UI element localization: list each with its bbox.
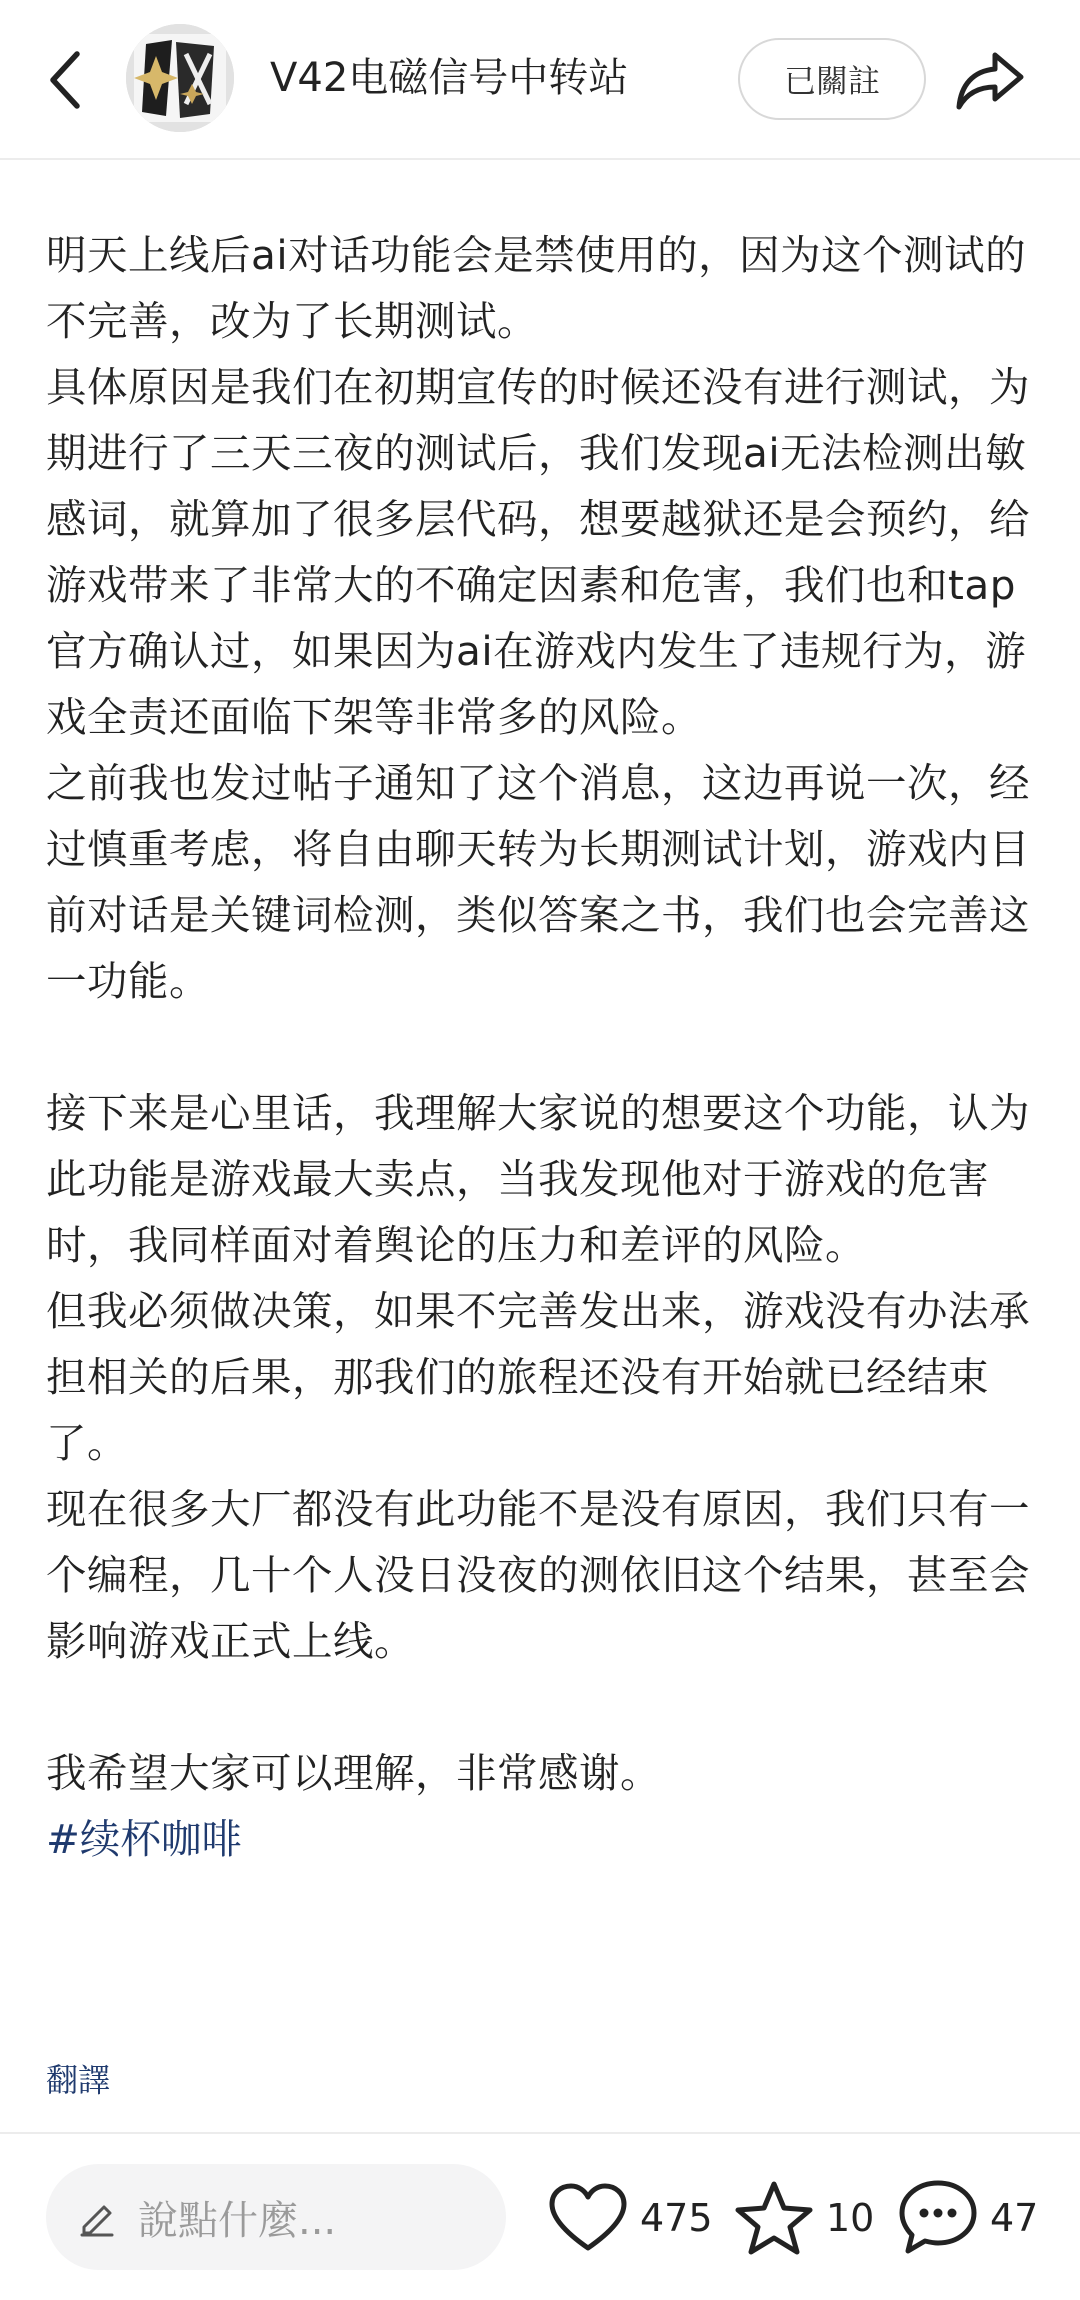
comment-count: 47	[990, 2196, 1039, 2240]
comment-input[interactable]	[46, 2164, 506, 2270]
paragraph-spacer	[46, 1674, 1036, 1740]
post-paragraph: 但我必须做决策，如果不完善发出来，游戏没有办法承担相关的后果，那我们的旅程还没有开始就已经结束了。	[46, 1287, 1030, 1467]
channel-name[interactable]: V42电磁信号中转站	[270, 55, 629, 101]
star-icon	[734, 2180, 814, 2256]
like-count: 475	[640, 2196, 713, 2240]
hashtag-link[interactable]: #续杯咖啡	[46, 1815, 242, 1863]
share-button[interactable]	[948, 38, 1032, 122]
share-icon	[955, 49, 1025, 111]
avatar[interactable]	[126, 24, 234, 132]
favorite-button[interactable]	[734, 2176, 874, 2260]
heart-icon	[548, 2182, 628, 2254]
comments-button[interactable]	[898, 2176, 1038, 2260]
post-paragraph: 之前我也发过帖子通知了这个消息，这边再说一次，经过慎重考虑，将自由聊天转为长期测试计划，游戏内目前对话是关键词检测，类似答案之书，我们也会完善这一功能。	[46, 759, 1030, 1005]
pencil-icon	[76, 2197, 116, 2237]
post-paragraph: 现在很多大厂都没有此功能不是没有原因，我们只有一个编程，几十个人没日没夜的测依旧这个结果，甚至会影响游戏正式上线。	[46, 1485, 1030, 1665]
comment-bubble-icon	[898, 2179, 978, 2257]
post-body	[46, 222, 1036, 1872]
back-arrow-icon	[45, 48, 85, 112]
post-header	[0, 0, 1080, 160]
avatar-image	[126, 24, 234, 132]
comment-placeholder: 說點什麼...	[138, 2197, 337, 2244]
like-button[interactable]	[548, 2176, 713, 2260]
bottom-action-bar	[0, 2132, 1080, 2300]
post-paragraph: 接下来是心里话，我理解大家说的想要这个功能，认为此功能是游戏最大卖点，当我发现他对于游戏的危害时，我同样面对着舆论的压力和差评的风险。	[46, 1089, 1030, 1269]
post-paragraph: 我希望大家可以理解，非常感谢。	[46, 1749, 661, 1797]
follow-button[interactable]: 已關註	[738, 38, 926, 120]
back-button[interactable]	[30, 40, 100, 120]
paragraph-spacer	[46, 1014, 1036, 1080]
post-paragraph: 具体原因是我们在初期宣传的时候还没有进行测试，为期进行了三天三夜的测试后，我们发现ai无法检测出敏感词，就算加了很多层代码，想要越狱还是会预约，给游戏带来了非常大的不确定因素和危害，我们也和tap官方确认过，如果因为ai在游戏内发生了违规行为，游戏全责还面临下架等非常多的风险。	[46, 363, 1030, 741]
translate-button[interactable]: 翻譯	[46, 2061, 111, 2099]
post-paragraph: 明天上线后ai对话功能会是禁使用的，因为这个测试的不完善，改为了长期测试。	[46, 231, 1027, 345]
favorite-count: 10	[826, 2196, 875, 2240]
